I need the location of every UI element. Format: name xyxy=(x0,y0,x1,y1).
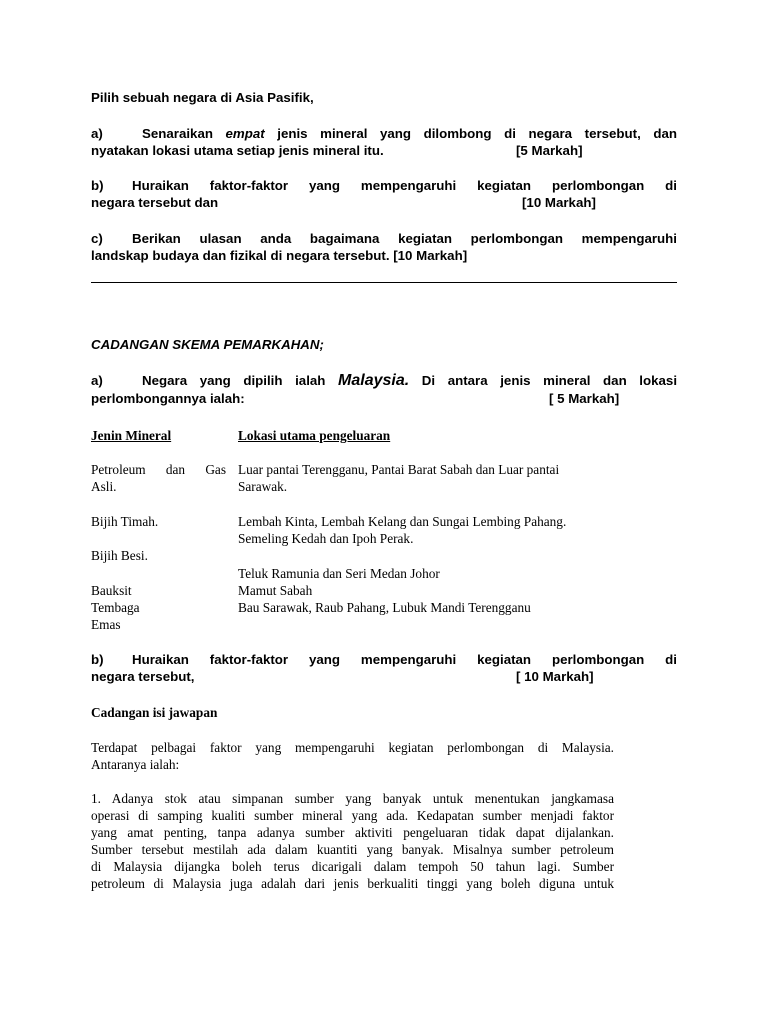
question-b-line1 xyxy=(91,178,677,193)
table-row-iron-location: Teluk Ramunia dan Seri Medan Johor xyxy=(238,566,440,581)
scheme-a-label: a) xyxy=(91,373,103,388)
question-b-text: Huraikan faktor-faktor yang mempengaruhi kegiatan perlombongan di xyxy=(132,178,677,193)
table-header-mineral: Jenin Mineral xyxy=(91,428,172,443)
scheme-a-rest: Di antara jenis mineral dan lokasi xyxy=(409,373,678,388)
answer-intro-line2: Antaranya ialah: xyxy=(91,757,180,772)
table-row-copper-mineral: Tembaga xyxy=(91,600,140,615)
question-b-label: b) xyxy=(91,178,104,193)
question-c-line1 xyxy=(91,231,677,246)
point1-line: 1. Adanya stok atau simpanan sumber yang banyak untuk menentukan jangkamasa xyxy=(91,791,614,806)
divider-line xyxy=(91,282,677,283)
table-row-bauxite-location: Mamut Sabah xyxy=(238,583,313,598)
question-a-marks: [5 Markah] xyxy=(516,143,583,158)
scheme-a-marks: [ 5 Markah] xyxy=(549,391,620,406)
answer-point-1 xyxy=(91,790,614,892)
scheme-a-pre: Negara yang dipilih ialah xyxy=(142,373,339,388)
question-a-line2: nyatakan lokasi utama setiap jenis mineral itu. xyxy=(91,143,384,158)
question-intro: Pilih sebuah negara di Asia Pasifik, xyxy=(91,90,314,105)
question-c-label: c) xyxy=(91,231,103,246)
table-row-petroleum-mineral-l2: Asli. xyxy=(91,479,117,494)
scheme-b-label: b) xyxy=(91,652,104,667)
point1-line: Sumber tersebut mestilah ada dalam kuantiti yang banyak. Misalnya sumber petroleum xyxy=(91,842,614,857)
scheme-b-line1 xyxy=(91,652,677,667)
table-row-gold-mineral: Emas xyxy=(91,617,121,632)
scheme-b-text: Huraikan faktor-faktor yang mempengaruhi kegiatan perlombongan di xyxy=(132,652,677,667)
question-b-line2: negara tersebut dan xyxy=(91,195,219,210)
table-row-petroleum-mineral: Petroleum dan Gas xyxy=(91,462,226,477)
table-row-bauxite-mineral: Bauksit xyxy=(91,583,132,598)
scheme-title: CADANGAN SKEMA PEMARKAHAN; xyxy=(91,337,324,352)
point1-line: operasi di samping kualiti sumber mineral yang ada. Kedapatan sumber menjadi faktor xyxy=(91,808,614,823)
country-name: Malaysia. xyxy=(338,372,410,389)
table-row-copper-location: Bau Sarawak, Raub Pahang, Lubuk Mandi Terengganu xyxy=(238,600,531,615)
point1-line: yang amat penting, tanpa adanya sumber aktiviti pengeluaran tidak dapat dijalankan. xyxy=(91,825,614,840)
answer-intro xyxy=(91,739,614,773)
point1-line: petroleum di Malaysia juga adalah dari jenis berkualiti tinggi yang boleh diguna untuk xyxy=(91,876,614,891)
table-header-location: Lokasi utama pengeluaran xyxy=(238,428,391,443)
question-a-emphasis: empat xyxy=(225,126,265,141)
table-row-iron-mineral: Bijih Besi. xyxy=(91,548,148,563)
scheme-a-line1 xyxy=(91,372,677,390)
scheme-b-line2: negara tersebut, xyxy=(91,669,195,684)
question-a-pre: Senaraikan xyxy=(142,126,226,141)
scheme-b-marks: [ 10 Markah] xyxy=(516,669,594,684)
question-a-label: a) xyxy=(91,126,103,141)
answer-intro-line1: Terdapat pelbagai faktor yang mempengaruhi kegiatan perlombongan di Malaysia. xyxy=(91,740,614,755)
question-a-line1 xyxy=(91,126,677,141)
table-row-petroleum-location: Luar pantai Terengganu, Pantai Barat Sabah dan Luar pantai xyxy=(238,462,560,477)
question-c-text: Berikan ulasan anda bagaimana kegiatan perlombongan mempengaruhi xyxy=(132,231,677,246)
question-b-marks: [10 Markah] xyxy=(522,195,596,210)
table-row-tin-mineral: Bijih Timah. xyxy=(91,514,159,529)
scheme-a-line2: perlombongannya ialah: xyxy=(91,391,245,406)
table-row-tin-location: Lembah Kinta, Lembah Kelang dan Sungai Lembing Pahang. xyxy=(238,514,567,529)
question-a-rest: jenis mineral yang dilombong di negara tersebut, dan xyxy=(264,126,677,141)
table-row-tin-location-l2: Semeling Kedah dan Ipoh Perak. xyxy=(238,531,414,546)
answer-title: Cadangan isi jawapan xyxy=(91,705,218,720)
question-c-line2: landskap budaya dan fizikal di negara tersebut. [10 Markah] xyxy=(91,248,468,263)
point1-line: di Malaysia dijangka boleh terus dicarigali dalam tempoh 50 tahun lagi. Sumber xyxy=(91,859,614,874)
table-row-petroleum-location-l2: Sarawak. xyxy=(238,479,288,494)
